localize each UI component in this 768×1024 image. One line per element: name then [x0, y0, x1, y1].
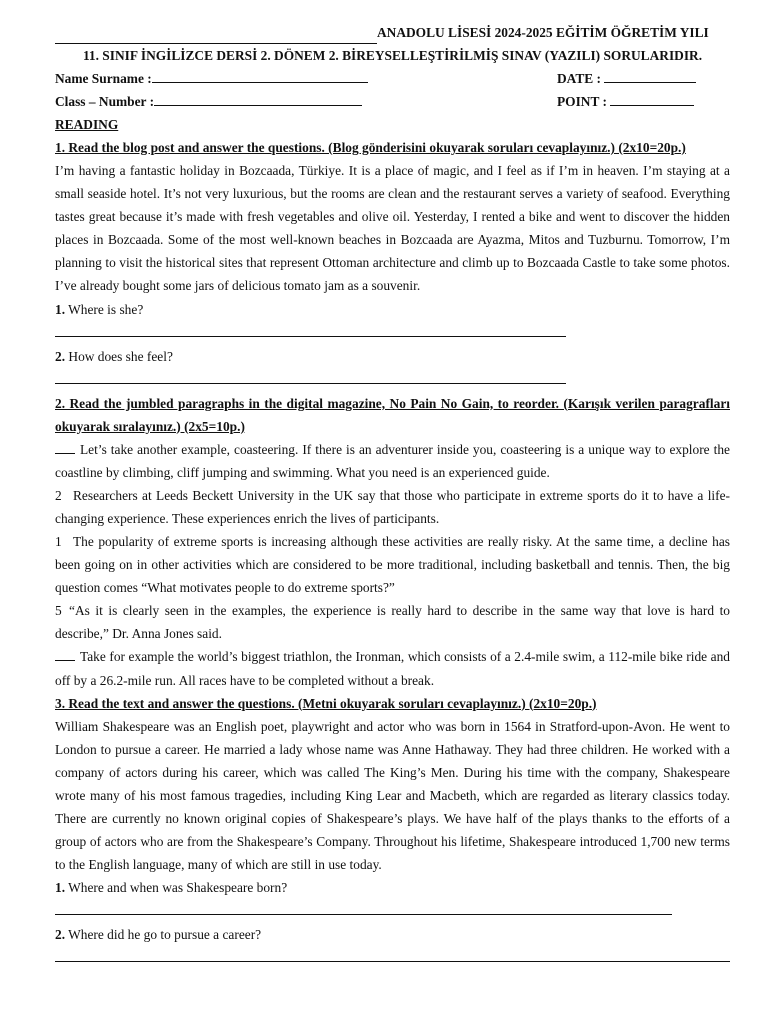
q1-question: 1. Where is she? — [55, 301, 144, 317]
exam-title: 11. SINIF İNGİLİZCE DERSİ 2. DÖNEM 2. BİREYSELLEŞTİRİLMİŞ SINAV (YAZILI) SORULARIDIR. — [82, 48, 703, 63]
q3-question: 1. Where and when was Shakespeare born? — [55, 880, 288, 896]
date-field[interactable] — [604, 68, 696, 83]
q3-question: 2. Where did he go to pursue a career? — [55, 927, 262, 943]
q2-heading: 2. Read the jumbled paragraphs in the digital magazine, No Pain No Gain, to reorder. (Karışık verilen paragrafları okuyarak sıralayınız.) (2x5=10p.) — [55, 395, 730, 434]
q3-heading: 3. Read the text and answer the questions. (Metni okuyarak soruları cevaplayınız.) (2x10=20p.) — [55, 695, 597, 711]
q1-answer-line[interactable] — [55, 368, 566, 384]
q1-blog-text: I’m having a fantastic holiday in Bozcaada, Türkiye. It is a place of magic, and I feel as if I’m in heaven. I’m staying at a small seaside hotel. It’s not very luxurious, but the rooms are clean and the restaurant serves a variety of seafood. Everything tastes great because it’s made with fresh vegetables and olive oil. Yesterday, I rented a bike and went to discover the hidden places in Bozcaada. Some of the most well-known beaches in Bozcaada are Ayazma, Mitos and Tuzburnu. Tomorrow, I’m planning to visit the historical sites that represent Ottoman architecture and climb up to Bozcaada Castle to take some photos. I’ve already bought some jars of delicious tomato jam as a souvenir. — [55, 163, 730, 294]
order-blank[interactable] — [55, 441, 75, 454]
q1-heading: 1. Read the blog post and answer the questions. (Blog gönderisini okuyarak soruları cevaplayınız.) (2x10=20p.) — [55, 140, 686, 155]
paragraph-item: 1 The popularity of extreme sports is increasing although these activities are really risky. At the same time, a decline has been going on in other activities which are considered to be more traditional, including basketball and tennis. Then, the big question comes “What motivates people to do extreme sports?” — [55, 530, 730, 599]
order-number: 5 — [55, 603, 62, 619]
name-field[interactable] — [152, 68, 368, 83]
paragraph-item: 5 “As it is clearly seen in the examples, the experience is really hard to describe in the same way that love is hard to describe,” Dr. Anna Jones said. — [55, 599, 730, 645]
point-label: POINT : — [557, 94, 607, 109]
q1-question: 2. How does she feel? — [55, 348, 173, 364]
point-field[interactable] — [610, 91, 694, 106]
date-label: DATE : — [557, 71, 602, 86]
paragraph-item: Let’s take another example, coasteering. If there is an adventurer inside you, coasteering is a unique way to explore the coastline by climbing, cliff jumping and swimming. What you need is an experienced guide. — [55, 441, 730, 480]
info-row-1 — [55, 67, 730, 90]
exam-sheet — [55, 22, 730, 970]
class-label: Class – Number : — [55, 94, 155, 109]
order-number: 2 — [55, 487, 62, 503]
header-line — [55, 22, 730, 44]
q3-answer-line[interactable] — [55, 946, 730, 962]
q3-answer-line[interactable] — [55, 899, 672, 915]
paragraph-item: 2 Researchers at Leeds Beckett University in the UK say that those who participate in extreme sports do it to have a life-changing experience. These experiences enrich the lives of participants. — [55, 484, 730, 530]
class-field[interactable] — [154, 91, 362, 106]
school-title: ANADOLU LİSESİ 2024-2025 EĞİTİM ÖĞRETİM YILI — [377, 25, 709, 40]
q1-answer-line[interactable] — [55, 321, 566, 337]
school-name-blank[interactable] — [55, 29, 377, 44]
info-row-2 — [55, 90, 730, 113]
section-title: READING — [55, 117, 119, 132]
order-number: 1 — [55, 533, 62, 549]
paragraph-item: Take for example the world’s biggest triathlon, the Ironman, which consists of a 2.4-mile swim, a 112-mile bike ride and off by a 26.2-mile run. All races have to be completed without a break. — [55, 649, 730, 688]
name-label: Name Surname : — [55, 71, 152, 86]
q3-shakespeare-text: William Shakespeare was an English poet, playwright and actor who was born in 1564 in Stratford-upon-Avon. He went to London to pursue a career. He married a lady whose name was Anne Hathaway. They had three children. He worked with a company of actors during his career, which was called The King’s Men. During his time with the company, Shakespeare wrote many of his most famous tragedies, including King Lear and Macbeth, which are regarded as literary classics today. There are currently no known original copies of Shakespeare’s plays. We have half of the plays thanks to the efforts of a group of actors who are from the Shakespeare’s Company. Throughout his lifetime, Shakespeare introduced 1,700 new terms to the English language, many of which are still in use today. — [55, 718, 730, 873]
order-blank[interactable] — [55, 648, 75, 661]
